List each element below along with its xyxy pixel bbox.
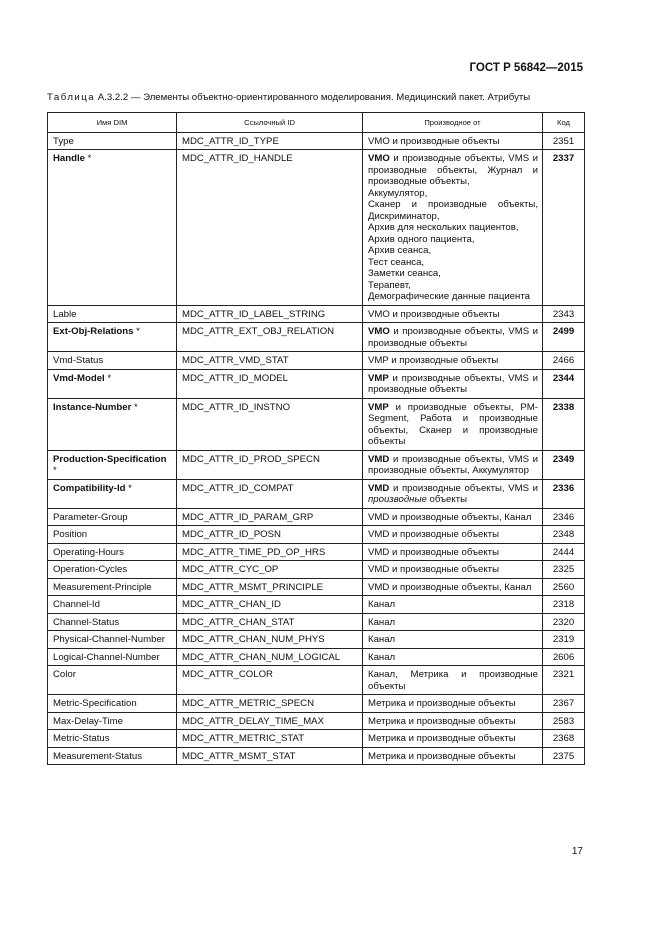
table-row — [48, 596, 585, 614]
cell-dim-name — [48, 132, 177, 150]
cell-dim-name — [48, 352, 177, 370]
cell-code: 2336 — [543, 479, 585, 508]
cell-dim-name — [48, 561, 177, 579]
cell-code: 2338 — [543, 398, 585, 450]
table-row — [48, 479, 585, 508]
derived-text: и производные объекты, VMS и — [389, 482, 538, 494]
cell-reference-id: MDC_ATTR_MSMT_PRINCIPLE — [177, 578, 363, 596]
derived-text: VMD и производные объекты, Канал — [368, 511, 532, 523]
standard-number: ГОСТ Р 56842—2015 — [469, 62, 583, 74]
derived-text: Канал — [368, 634, 396, 645]
cell-reference-id: MDC_ATTR_VMD_STAT — [177, 352, 363, 370]
cell-code: 2343 — [543, 305, 585, 323]
column-header-code: Код — [543, 113, 585, 133]
cell-derived-from — [363, 747, 543, 765]
mandatory-mark: * — [125, 482, 132, 494]
derived-text: и производные объекты, VMS и производные объекты — [368, 372, 538, 395]
table-row — [48, 695, 585, 713]
derived-text: VMO и производные объекты — [368, 308, 500, 320]
table-header-row — [48, 113, 585, 133]
cell-derived-from — [363, 508, 543, 526]
cell-dim-name — [48, 648, 177, 666]
dim-name: Metric-Status — [53, 733, 110, 744]
cell-reference-id: MDC_ATTR_MSMT_STAT — [177, 747, 363, 765]
cell-dim-name — [48, 631, 177, 649]
cell-dim-name — [48, 578, 177, 596]
dim-name: Channel-Id — [53, 599, 100, 610]
cell-code: 2367 — [543, 695, 585, 713]
cell-dim-name — [48, 369, 177, 398]
derived-prefix: VMP — [368, 401, 389, 413]
derived-text: и производные объекты, VMS и производные объекты — [368, 326, 538, 349]
cell-code: 2325 — [543, 561, 585, 579]
cell-reference-id: MDC_ATTR_ID_INSTNO — [177, 398, 363, 450]
derived-text: Канал, Метрика и производные объекты — [368, 669, 538, 692]
cell-code: 2499 — [543, 323, 585, 352]
cell-derived-from — [363, 450, 543, 479]
cell-dim-name — [48, 479, 177, 508]
cell-derived-from — [363, 543, 543, 561]
cell-dim-name — [48, 508, 177, 526]
derived-prefix: VMP — [368, 372, 389, 384]
table-row — [48, 648, 585, 666]
cell-dim-name — [48, 747, 177, 765]
dim-name: Color — [53, 669, 76, 680]
mandatory-mark: * — [53, 465, 57, 476]
cell-code: 2368 — [543, 730, 585, 748]
cell-reference-id: MDC_ATTR_DELAY_TIME_MAX — [177, 712, 363, 730]
table-row — [48, 508, 585, 526]
dim-name: Parameter-Group — [53, 511, 128, 523]
dim-name: Ext-Obj-Relations — [53, 326, 134, 337]
cell-code: 2348 — [543, 526, 585, 544]
cell-derived-from — [363, 666, 543, 695]
cell-derived-from — [363, 695, 543, 713]
dim-name: Operating-Hours — [53, 546, 124, 558]
cell-dim-name — [48, 305, 177, 323]
cell-derived-from — [363, 305, 543, 323]
derived-prefix: VMO — [368, 153, 390, 164]
table-row — [48, 712, 585, 730]
dim-name: Compatibility-Id — [53, 482, 126, 494]
cell-dim-name — [48, 543, 177, 561]
derived-text: Метрика и производные объекты — [368, 715, 516, 727]
cell-code: 2321 — [543, 666, 585, 695]
table-row — [48, 747, 585, 765]
cell-derived-from — [363, 730, 543, 748]
page-number: 17 — [571, 846, 583, 857]
table-row — [48, 150, 585, 306]
cell-dim-name — [48, 613, 177, 631]
derived-prefix: VMO — [368, 326, 390, 337]
column-header-reference-id: Ссылочный ID — [177, 113, 363, 133]
derived-text: VMD и производные объекты — [368, 564, 499, 575]
cell-derived-from — [363, 526, 543, 544]
dim-name: Operation-Cycles — [53, 564, 128, 575]
cell-dim-name — [48, 666, 177, 695]
table-body — [48, 132, 585, 765]
cell-derived-from — [363, 561, 543, 579]
cell-dim-name — [48, 712, 177, 730]
cell-dim-name — [48, 596, 177, 614]
attributes-table — [47, 112, 585, 765]
table-row — [48, 398, 585, 450]
cell-reference-id: MDC_ATTR_ID_HANDLE — [177, 150, 363, 306]
cell-code: 2560 — [543, 578, 585, 596]
dim-name: Metric-Specification — [53, 698, 137, 709]
dim-name: Vmd-Status — [53, 355, 104, 366]
dim-name: Measurement-Status — [53, 750, 143, 762]
cell-derived-from — [363, 479, 543, 508]
cell-derived-from — [363, 132, 543, 150]
derived-prefix: VMD — [368, 482, 390, 494]
cell-code: 2318 — [543, 596, 585, 614]
table-row — [48, 132, 585, 150]
dim-name: Max-Delay-Time — [53, 715, 124, 727]
cell-reference-id: MDC_ATTR_METRIC_SPECN — [177, 695, 363, 713]
mandatory-mark: * — [85, 153, 92, 164]
cell-reference-id: MDC_ATTR_COLOR — [177, 666, 363, 695]
cell-dim-name — [48, 730, 177, 748]
derived-text: Метрика и производные объекты — [368, 698, 516, 709]
cell-reference-id: MDC_ATTR_ID_PARAM_GRP — [177, 508, 363, 526]
cell-code: 2344 — [543, 369, 585, 398]
cell-reference-id: MDC_ATTR_CHAN_NUM_PHYS — [177, 631, 363, 649]
cell-derived-from — [363, 398, 543, 450]
derived-text: VMD и производные объекты, Канал — [368, 581, 532, 593]
cell-dim-name — [48, 450, 177, 479]
cell-reference-id: MDC_ATTR_CHAN_STAT — [177, 613, 363, 631]
mandatory-mark: * — [104, 372, 112, 384]
derived-text: Метрика и производные объекты — [368, 750, 516, 762]
cell-dim-name — [48, 695, 177, 713]
cell-code: 2606 — [543, 648, 585, 666]
derived-text: Канал — [368, 599, 396, 610]
cell-derived-from — [363, 631, 543, 649]
table-row — [48, 305, 585, 323]
dim-name: Handle — [53, 153, 85, 164]
mandatory-mark: * — [131, 401, 138, 413]
mandatory-mark: * — [133, 326, 140, 337]
cell-reference-id: MDC_ATTR_ID_TYPE — [177, 132, 363, 150]
table-row — [48, 561, 585, 579]
cell-reference-id: MDC_ATTR_CHAN_ID — [177, 596, 363, 614]
cell-reference-id: MDC_ATTR_CHAN_NUM_LOGICAL — [177, 648, 363, 666]
column-header-dim-name: Имя DIM — [48, 113, 177, 133]
dim-name: Instance-Number — [53, 401, 132, 413]
cell-dim-name — [48, 526, 177, 544]
cell-dim-name — [48, 150, 177, 306]
dim-name: Physical-Channel-Number — [53, 634, 165, 645]
derived-text: Канал — [368, 651, 396, 663]
table-row — [48, 323, 585, 352]
table-caption — [47, 92, 530, 103]
derived-text: VMD и производные объекты — [368, 546, 499, 558]
table-row — [48, 543, 585, 561]
table-row — [48, 369, 585, 398]
derived-text: VMD и производные объекты — [368, 529, 499, 540]
cell-code: 2583 — [543, 712, 585, 730]
cell-derived-from — [363, 613, 543, 631]
dim-name: Type — [53, 135, 74, 147]
cell-reference-id: MDC_ATTR_ID_MODEL — [177, 369, 363, 398]
dim-name: Logical-Channel-Number — [53, 651, 160, 663]
cell-code: 2375 — [543, 747, 585, 765]
cell-derived-from — [363, 150, 543, 306]
derived-tail: объекты — [426, 494, 467, 505]
table-row — [48, 526, 585, 544]
cell-code: 2346 — [543, 508, 585, 526]
table-caption-text: А.3.2.2 — Элементы объектно-ориентированного моделирования. Медицинский пакет. Атрибуты — [95, 92, 531, 103]
derived-text: VMO и производные объекты — [368, 135, 500, 147]
derived-text: и производные объекты, VMS и производные объекты, Журнал и производные объекты, Аккумулятор, Сканер и производные объекты, Дискриминатор, Архив для нескольких пациентов, Архив одного пациента, Архив сеанса, Тест сеанса, Заметки сеанса, Терапевт, Демографические данные пациента — [368, 153, 538, 302]
table-row — [48, 666, 585, 695]
cell-dim-name — [48, 323, 177, 352]
cell-derived-from — [363, 323, 543, 352]
cell-code: 2444 — [543, 543, 585, 561]
table-row — [48, 730, 585, 748]
derived-text: и производные объекты, VMS и производные объекты, Аккумулятор — [368, 453, 538, 476]
dim-name: Channel-Status — [53, 616, 120, 628]
column-header-derived-from: Производное от — [363, 113, 543, 133]
cell-derived-from — [363, 712, 543, 730]
derived-text: Канал — [368, 616, 396, 628]
cell-derived-from — [363, 648, 543, 666]
cell-code: 2349 — [543, 450, 585, 479]
cell-reference-id: MDC_ATTR_ID_POSN — [177, 526, 363, 544]
cell-reference-id: MDC_ATTR_METRIC_STAT — [177, 730, 363, 748]
cell-dim-name — [48, 398, 177, 450]
table-caption-label: Таблица — [47, 92, 96, 103]
cell-code: 2319 — [543, 631, 585, 649]
derived-text: VMP и производные объекты — [368, 355, 499, 366]
cell-derived-from — [363, 578, 543, 596]
cell-derived-from — [363, 369, 543, 398]
derived-text: и производные объекты, PM-Segment, Работа и производные объекты, Сканер и производные объекты — [368, 401, 538, 447]
dim-name: Lable — [53, 308, 77, 320]
cell-reference-id: MDC_ATTR_EXT_OBJ_RELATION — [177, 323, 363, 352]
table-row — [48, 450, 585, 479]
cell-reference-id: MDC_ATTR_ID_PROD_SPECN — [177, 450, 363, 479]
cell-code: 2466 — [543, 352, 585, 370]
cell-reference-id: MDC_ATTR_CYC_OP — [177, 561, 363, 579]
cell-code: 2337 — [543, 150, 585, 306]
table-row — [48, 613, 585, 631]
table-row — [48, 578, 585, 596]
table-row — [48, 631, 585, 649]
dim-name: Position — [53, 529, 88, 540]
dim-name: Production-Specification — [53, 453, 167, 465]
derived-italic: производные — [368, 494, 427, 505]
derived-text: Метрика и производные объекты — [368, 733, 516, 744]
cell-derived-from — [363, 596, 543, 614]
cell-reference-id: MDC_ATTR_TIME_PD_OP_HRS — [177, 543, 363, 561]
cell-code: 2351 — [543, 132, 585, 150]
derived-prefix: VMD — [368, 453, 390, 465]
table-row — [48, 352, 585, 370]
dim-name: Vmd-Model — [53, 372, 105, 384]
cell-reference-id: MDC_ATTR_ID_COMPAT — [177, 479, 363, 508]
cell-code: 2320 — [543, 613, 585, 631]
cell-derived-from — [363, 352, 543, 370]
cell-reference-id: MDC_ATTR_ID_LABEL_STRING — [177, 305, 363, 323]
dim-name: Measurement-Principle — [53, 581, 152, 593]
